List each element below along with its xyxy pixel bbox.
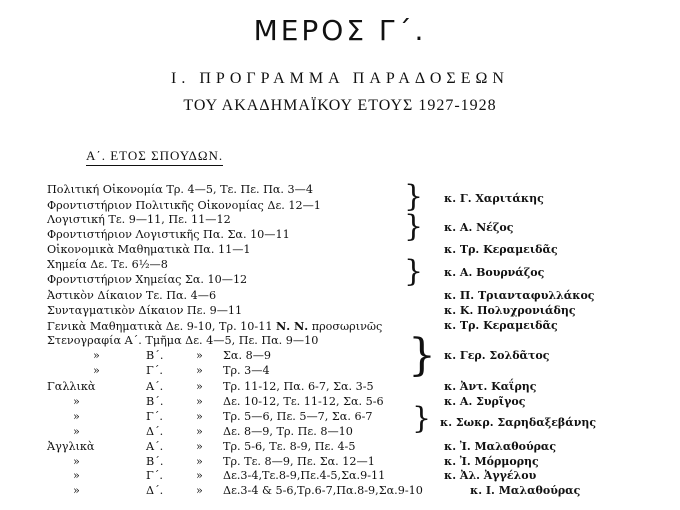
professor-name: κ. Σωκρ. Σαρηδαξεβάνης	[440, 416, 597, 429]
schedule-row: Χημεία Δε. Τε. 6½—8	[47, 258, 168, 271]
brace-icon: }	[408, 330, 436, 381]
professor-name: κ. Α. Συρῖγος	[444, 395, 526, 408]
schedule-row: Φροντιστήριον Λογιστικῆς Πα. Σα. 10—11	[47, 228, 290, 241]
schedule-row: Πολιτική Οἰκονομία Τρ. 4—5, Τε. Πε. Πα. 3—4	[47, 183, 313, 196]
schedule-row: » Β΄. » Τρ. Τε. 8—9, Πε. Σα. 12—1	[73, 455, 375, 468]
schedule-row: » Γ΄. » Τρ. 3—4	[93, 364, 270, 377]
schedule-row: Γαλλικὰ Α΄. » Τρ. 11-12, Πα. 6-7, Σα. 3-5	[47, 380, 374, 393]
page-title: ΜΕΡΟΣ Γ΄.	[253, 14, 427, 47]
schedule-row: Στενογραφία Α΄. Τμῆμα Δε. 4—5, Πε. Πα. 9—10	[47, 334, 319, 347]
schedule-row: Ἀστικὸν Δίκαιον Τε. Πα. 4—6	[47, 289, 217, 302]
brace-icon: }	[404, 179, 424, 214]
schedule-row: Φροντιστήριον Πολιτικῆς Οἰκονομίας Δε. 12—1	[47, 199, 321, 212]
schedule-row: » Β΄. » Δε. 10-12, Τε. 11-12, Σα. 5-6	[73, 395, 384, 408]
professor-name: κ. Ἰ. Μόρμορης	[444, 455, 539, 468]
professor-name: κ. Α. Νέζος	[444, 221, 514, 234]
brace-icon: }	[404, 209, 424, 244]
professor-name: κ. Τρ. Κεραμειδᾶς	[444, 243, 558, 256]
professor-name: κ. Γ. Χαριτάκης	[444, 192, 544, 205]
schedule-row: » Β΄. » Σα. 8—9	[93, 349, 272, 362]
brace-icon: }	[404, 254, 424, 289]
schedule-row: » Δ΄. » Δε. 8—9, Τρ. Πε. 8—10	[73, 425, 353, 438]
program-heading: Ι. ΠΡΟΓΡΑΜΜΑ ΠΑΡΑΔΟΣΕΩΝ	[171, 70, 509, 87]
schedule-row: Ἀγγλικὰ Α΄. » Τρ. 5-6, Τε. 8-9, Πε. 4-5	[47, 440, 356, 453]
brace-icon: }	[412, 401, 432, 436]
schedule-row: Συνταγματικὸν Δίκαιον Πε. 9—11	[47, 304, 243, 317]
professor-name: κ. Π. Τριανταφυλλάκος	[444, 289, 595, 302]
professor-name: κ. Ἀντ. Καΐρης	[444, 380, 537, 393]
professor-name: κ. Ἰ. Μαλαθούρας	[444, 440, 557, 453]
schedule-row: Οἰκονομικὰ Μαθηματικὰ Πα. 11—1	[47, 243, 251, 256]
professor-name: κ. Α. Βουρνάζος	[444, 266, 545, 279]
professor-name: κ. Τρ. Κεραμειδᾶς	[444, 319, 558, 332]
schedule-row: » Δ΄. » Δε.3-4 & 5-6,Τρ.6-7,Πα.8-9,Σα.9-10	[73, 484, 423, 497]
schedule-row: Φροντιστήριον Χημείας Σα. 10—12	[47, 273, 248, 286]
professor-name: κ. Κ. Πολυχρονιάδης	[444, 304, 576, 317]
underline	[86, 165, 223, 166]
professor-name: κ. Ι. Μαλαθούρας	[470, 484, 581, 497]
schedule-row: Γενικὰ Μαθηματικὰ Δε. 9-10, Τρ. 10-11 Ν. Ν. προσωρινῶς	[47, 319, 383, 333]
year-of-study-label: Α΄. ΕΤΟΣ ΣΠΟΥΔΩΝ.	[86, 148, 224, 163]
schedule-row: » Γ΄. » Τρ. 5—6, Πε. 5—7, Σα. 6-7	[73, 410, 373, 423]
year-of-study-heading	[86, 148, 223, 164]
schedule-row: » Γ΄. » Δε.3-4,Τε.8-9,Πε.4-5,Σα.9-11	[73, 469, 386, 482]
academic-year-heading: ΤΟΥ ΑΚΑΔΗΜΑΪΚΟΥ ΕΤΟΥΣ 1927-1928	[183, 97, 497, 114]
professor-name: κ. Ἀλ. Ἀγγέλου	[444, 469, 537, 482]
professor-name: κ. Γερ. Σολδᾶτος	[444, 349, 550, 362]
schedule-row: Λογιστική Τε. 9—11, Πε. 11—12	[47, 213, 231, 226]
